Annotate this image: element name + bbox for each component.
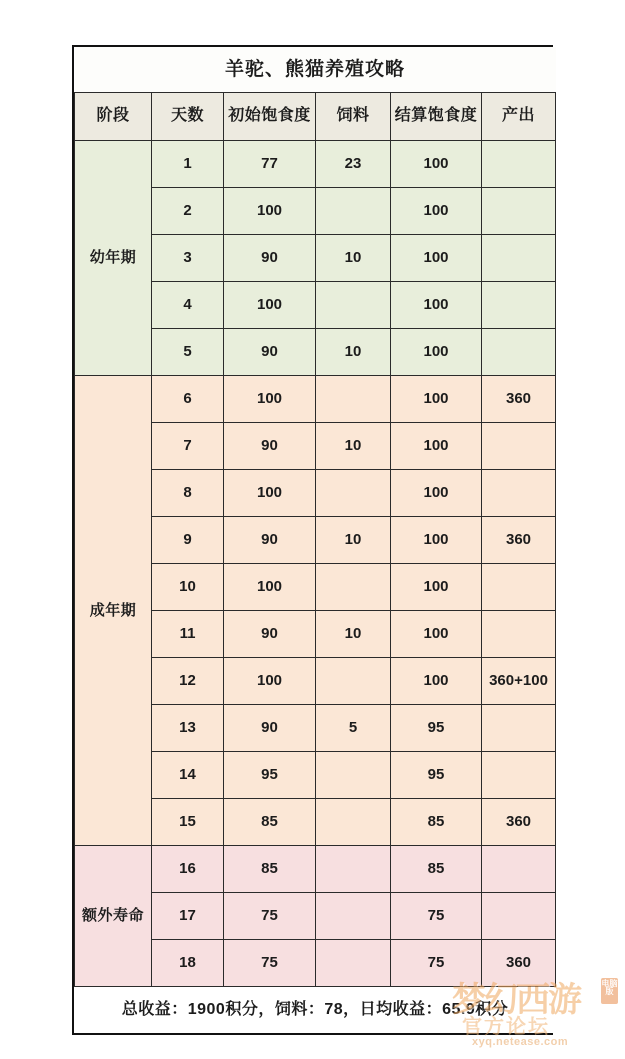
cell-start-satiety: 90	[224, 517, 316, 564]
cell-start-satiety: 77	[224, 141, 316, 188]
cell-output: 360	[482, 940, 556, 987]
cell-feed	[316, 893, 391, 940]
cell-feed	[316, 940, 391, 987]
cell-feed	[316, 752, 391, 799]
table-row	[75, 141, 556, 188]
cell-day: 17	[152, 893, 224, 940]
cell-start-satiety: 90	[224, 611, 316, 658]
cell-feed: 23	[316, 141, 391, 188]
cell-day: 8	[152, 470, 224, 517]
cell-day: 15	[152, 799, 224, 846]
table-title-row	[75, 47, 556, 93]
cell-end-satiety: 100	[391, 235, 482, 282]
cell-end-satiety: 100	[391, 329, 482, 376]
cell-end-satiety: 75	[391, 893, 482, 940]
cell-day: 16	[152, 846, 224, 893]
cell-start-satiety: 90	[224, 329, 316, 376]
cell-feed	[316, 799, 391, 846]
cell-output	[482, 705, 556, 752]
stage-label-cell: 额外寿命	[75, 846, 152, 987]
cell-end-satiety: 75	[391, 940, 482, 987]
cell-output	[482, 893, 556, 940]
cell-feed: 5	[316, 705, 391, 752]
cell-output	[482, 752, 556, 799]
cell-day: 10	[152, 564, 224, 611]
cell-end-satiety: 100	[391, 376, 482, 423]
cell-end-satiety: 100	[391, 188, 482, 235]
cell-end-satiety: 100	[391, 470, 482, 517]
column-header-start-satiety: 初始饱食度	[224, 93, 316, 141]
summary-text: 总收益：1900积分，饲料：78，日均收益：65.9积分	[75, 987, 556, 1034]
cell-start-satiety: 100	[224, 564, 316, 611]
table-row	[75, 376, 556, 423]
cell-day: 7	[152, 423, 224, 470]
cell-output	[482, 282, 556, 329]
column-header-feed: 饲料	[316, 93, 391, 141]
cell-end-satiety: 85	[391, 846, 482, 893]
stage-label-cell: 成年期	[75, 376, 152, 846]
cell-output	[482, 846, 556, 893]
cell-feed	[316, 470, 391, 517]
cell-feed: 10	[316, 611, 391, 658]
cell-start-satiety: 90	[224, 705, 316, 752]
cell-day: 18	[152, 940, 224, 987]
cell-output: 360	[482, 799, 556, 846]
cell-end-satiety: 100	[391, 141, 482, 188]
watermark-title: 梦幻西游	[452, 981, 580, 1019]
cell-day: 9	[152, 517, 224, 564]
cell-end-satiety: 100	[391, 564, 482, 611]
cell-day: 3	[152, 235, 224, 282]
cell-start-satiety: 90	[224, 235, 316, 282]
cell-end-satiety: 100	[391, 282, 482, 329]
cell-feed	[316, 376, 391, 423]
watermark-badge: 电脑版	[601, 978, 618, 1004]
cell-end-satiety: 95	[391, 705, 482, 752]
cell-output	[482, 235, 556, 282]
cell-start-satiety: 85	[224, 846, 316, 893]
cell-end-satiety: 100	[391, 658, 482, 705]
cell-start-satiety: 90	[224, 423, 316, 470]
column-header-end-satiety: 结算饱食度	[391, 93, 482, 141]
cell-output	[482, 470, 556, 517]
cell-day: 13	[152, 705, 224, 752]
column-header-stage: 阶段	[75, 93, 152, 141]
cell-start-satiety: 75	[224, 940, 316, 987]
strategy-table-sheet	[72, 45, 553, 1035]
cell-feed	[316, 282, 391, 329]
cell-output: 360+100	[482, 658, 556, 705]
cell-feed	[316, 846, 391, 893]
cell-feed: 10	[316, 517, 391, 564]
cell-output: 360	[482, 376, 556, 423]
cell-start-satiety: 95	[224, 752, 316, 799]
cell-start-satiety: 100	[224, 376, 316, 423]
cell-feed: 10	[316, 235, 391, 282]
cell-output: 360	[482, 517, 556, 564]
cell-day: 1	[152, 141, 224, 188]
cell-day: 4	[152, 282, 224, 329]
cell-output	[482, 611, 556, 658]
column-header-day: 天数	[152, 93, 224, 141]
cell-output	[482, 188, 556, 235]
column-header-output: 产出	[482, 93, 556, 141]
cell-start-satiety: 100	[224, 470, 316, 517]
cell-day: 6	[152, 376, 224, 423]
cell-output	[482, 423, 556, 470]
table-row	[75, 846, 556, 893]
table-title: 羊驼、熊猫养殖攻略	[75, 47, 556, 93]
cell-output	[482, 141, 556, 188]
table-header-row	[75, 93, 556, 141]
cell-end-satiety: 100	[391, 611, 482, 658]
cell-end-satiety: 100	[391, 423, 482, 470]
cell-start-satiety: 100	[224, 282, 316, 329]
cell-start-satiety: 75	[224, 893, 316, 940]
cell-feed	[316, 188, 391, 235]
cell-start-satiety: 100	[224, 188, 316, 235]
table-summary-row	[75, 987, 556, 1034]
watermark-url: xyq.netease.com	[472, 1036, 569, 1048]
cell-feed	[316, 564, 391, 611]
watermark-subtitle: 官方论坛	[462, 1016, 550, 1038]
stage-label-cell: 幼年期	[75, 141, 152, 376]
cell-end-satiety: 85	[391, 799, 482, 846]
cell-output	[482, 564, 556, 611]
cell-day: 5	[152, 329, 224, 376]
cell-end-satiety: 100	[391, 517, 482, 564]
cell-feed	[316, 658, 391, 705]
cell-feed: 10	[316, 423, 391, 470]
cell-day: 11	[152, 611, 224, 658]
cell-start-satiety: 85	[224, 799, 316, 846]
cell-output	[482, 329, 556, 376]
cell-day: 2	[152, 188, 224, 235]
breeding-strategy-table	[74, 47, 556, 1033]
cell-day: 14	[152, 752, 224, 799]
cell-start-satiety: 100	[224, 658, 316, 705]
cell-end-satiety: 95	[391, 752, 482, 799]
cell-day: 12	[152, 658, 224, 705]
cell-feed: 10	[316, 329, 391, 376]
